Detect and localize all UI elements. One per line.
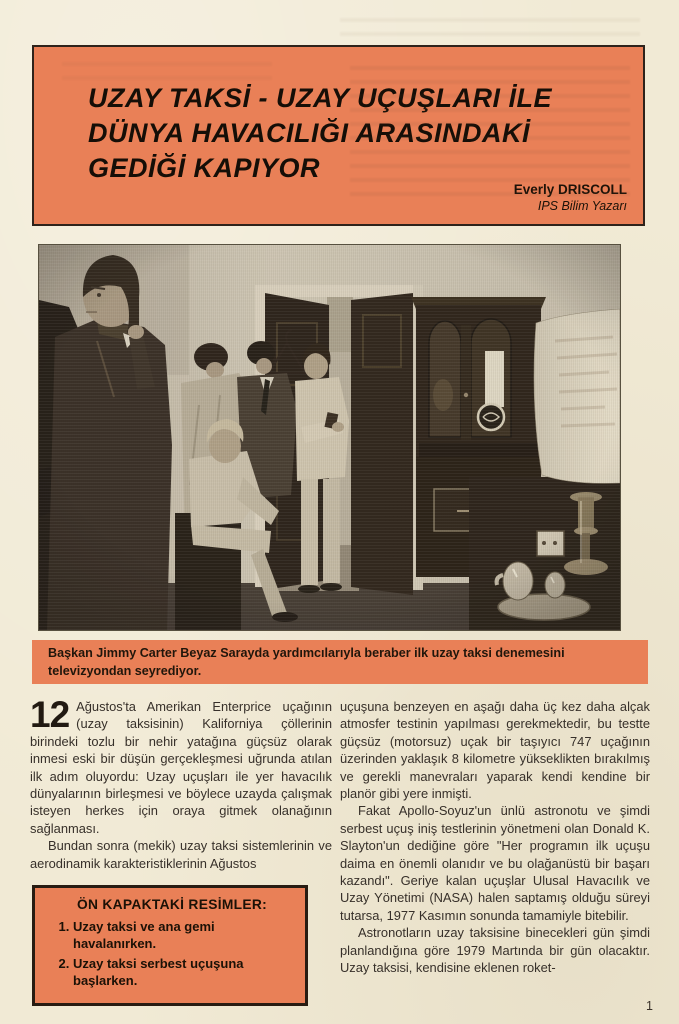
title-line: GEDİĞİ KAPIYOR (88, 153, 321, 183)
byline-role: IPS Bilim Yazarı (537, 199, 627, 213)
cover-pictures-box (32, 885, 308, 1006)
title-line: DÜNYA HAVACILIĞI ARASINDAKİ (88, 118, 530, 148)
paragraph: Bundan sonra (mekik) uzay taksi sistemlerinin ve aerodinamik karakteristiklerinin Ağustos (30, 838, 332, 871)
article-title (88, 81, 552, 186)
photo-caption: Başkan Jimmy Carter Beyaz Sarayda yardımcılarıyla beraber ilk uzay taksi denemesini televizyondan seyrediyor. (32, 640, 648, 684)
cover-box-item (73, 956, 297, 989)
left-column (30, 694, 332, 1006)
news-photo (38, 244, 621, 631)
byline (514, 181, 627, 214)
cover-box-item-text: Uzay taksi ve ana gemi havalanırken. (73, 919, 215, 951)
paragraph-text: Ağustos'ta Amerikan Enterprice uçağının (uzay taksisinin) Kaliforniya çöllerinin birindeki tozlu bir nehir yatağına güçsüz olarak inmesi eski bir düşün gerçekleşmesi uğrunda atılan ilk adım oluyordu: Uzay uçuşları ile yer havacılık dünyalarının birleşmesi ve böylece uzayda çalışmak isteyen herkes için oraya gitmek olanağının sağlanması. (30, 699, 332, 836)
photo-scene (39, 245, 620, 630)
page-number: 1 (646, 999, 653, 1013)
byline-author: Everly DRISCOLL (513, 182, 627, 197)
paragraph: Astronotların uzay taksisine binecekleri gün şimdi planlandığına göre 1979 Martında bir gün olacaktır. Uzay taksisi, kendisine eklenen roket- (340, 925, 650, 976)
paragraph: uçuşuna benzeyen en aşağı daha üç kez daha alçak atmosfer testinin yapılması gerekmektedir, bu testte güçsüz (motorsuz) uçak bir taşıyıcı 747 uçağının üzerinden yaklaşık 8 kilometre yükseklikten bırakılmış ve gerekli manevraları yaparak kendi kendine bir planör gibi yere inmişti. (340, 699, 650, 802)
paragraph: Fakat Apollo-Soyuz'un ünlü astronotu ve şimdi serbest uçuş iniş testlerinin yönetmeni olan Donald K. Slayton'un dediğine göre "Her programın ilk uçuşu daima en önemli olanıdır ve bu olağanüstü bir başarı kazandı". Geriye kalan uçuşlar Ulusal Havacılık ve Uzay Yönetimi (NASA) halen saptamış olduğu süreyi tutarsa, 1977 Kasımın sonunda tamamiyle bitebilir. (340, 803, 650, 923)
cover-box-list (47, 919, 297, 989)
dropcap: 12 (30, 694, 70, 735)
cover-box-title: ÖN KAPAKTAKİ RESİMLER: (76, 897, 268, 913)
vignette (39, 245, 620, 630)
article-header (32, 45, 645, 226)
cover-box-item-text: Uzay taksi serbest uçuşuna başlarken. (73, 956, 244, 988)
paragraph (30, 694, 332, 837)
bleed-through-texture (340, 8, 640, 38)
title-line: UZAY TAKSİ - UZAY UÇUŞLARI İLE (88, 83, 553, 113)
cover-box-item (73, 919, 297, 952)
right-column (340, 698, 650, 977)
